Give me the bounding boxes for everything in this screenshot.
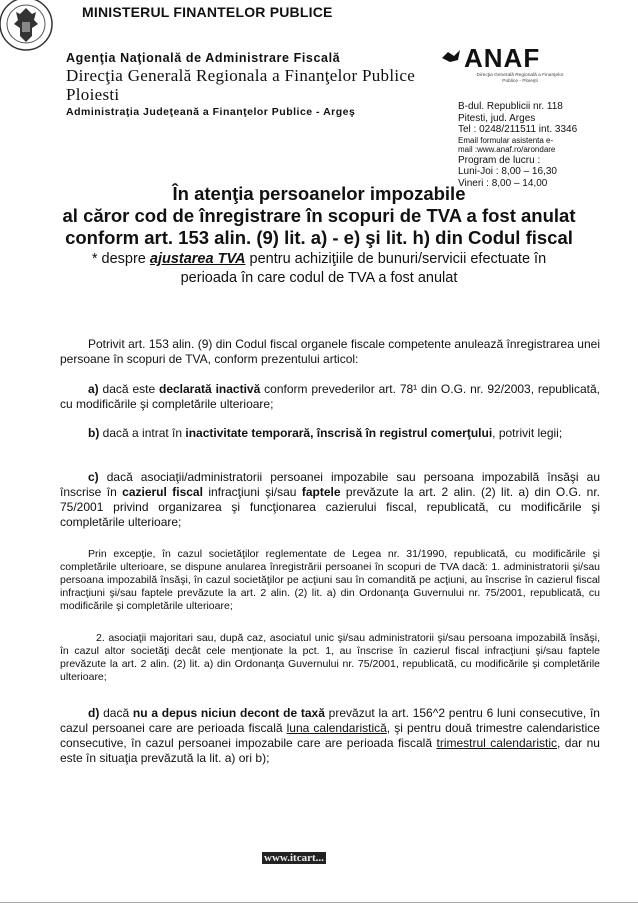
agency-name: Agenţia Naţională de Administrare Fiscală xyxy=(66,51,341,65)
clause-c-mid: infracţiuni şi/sau xyxy=(202,485,302,499)
subtitle-emphasis: ajustarea TVA xyxy=(149,251,246,267)
directorate-name: Direcţia Generală Regionala a Finanţelor Publice Ploiesti xyxy=(66,66,416,104)
subtitle-pre: * despre xyxy=(91,251,150,267)
clause-d-post: , dar nu este în situaţia prevăzută la lit. a) ori b); xyxy=(60,736,600,765)
clause-b-label: b) xyxy=(88,426,100,440)
clause-b xyxy=(60,426,600,441)
address-phone: Tel : 0248/211511 int. 3346 xyxy=(458,124,578,135)
clause-d-label: d) xyxy=(88,706,100,720)
subtitle-line-2: perioada în care codul de TVA a fost anulat xyxy=(180,270,458,286)
exception-2: 2. asociaţii majoritari sau, după caz, asociatul unic şi/sau administratorii şi/sau persoana impozabilă însăşi, în cazul altor societăţi decât cele menţionate la pct. 1, au înscrise în cazierul fiscal infracţiuni şi/sau faptele prevăzute la art. 2 alin. (2) lit. a) din Ordonanţa Guvernului nr. 75/2001, republicată, cu modificările şi completările ulterioare; xyxy=(60,632,600,683)
clause-a-post: conform prevederilor art. 78¹ din O.G. nr. 92/2003, republicată, cu modificările şi completările ulterioare; xyxy=(60,382,600,411)
clause-d-bold: nu a depus niciun decont de taxă xyxy=(132,706,325,720)
schedule-fri: Vineri : 8,00 – 14,00 xyxy=(458,177,548,189)
clause-c-label: c) xyxy=(88,470,99,484)
clause-d xyxy=(60,706,600,766)
clause-c-bold-2: faptele xyxy=(301,485,341,499)
anaf-bird-icon xyxy=(442,50,460,62)
clause-d-underline-2: trimestrul calendaristic xyxy=(436,736,557,750)
address-street: B-dul. Republicii nr. 118 xyxy=(458,101,563,112)
clause-c xyxy=(60,470,600,530)
page-divider xyxy=(0,902,638,903)
contact-address xyxy=(458,101,608,189)
schedule-mon-thu: Luni-Joi : 8,00 – 16,30 xyxy=(458,166,557,177)
coat-of-arms-icon xyxy=(2,0,56,56)
administration-name: Administraţia Judeţeană a Finanţelor Publice - Argeş xyxy=(66,106,356,118)
clause-c-post: prevăzute la art. 2 alin. (2) lit. a) din O.G. nr. 75/2001 privind organizarea şi funcţionarea cazierului fiscal, republicată, cu modificările şi completările ulterioare; xyxy=(60,485,600,529)
title-line-3: conform art. 153 alin. (9) lit. a) - e) şi lit. h) din Codul fiscal xyxy=(65,227,573,248)
schedule-label: Program de lucru : xyxy=(458,154,541,166)
clause-a-bold: declarată inactivă xyxy=(159,382,261,396)
address-city: Pitesti, jud. Arges xyxy=(458,112,536,124)
watermark: www.itcart... xyxy=(264,852,324,864)
address-email-link[interactable]: mail :www.anaf.ro/arondare xyxy=(458,145,556,154)
ministry-name: MINISTERUL FINANTELOR PUBLICE xyxy=(82,4,333,20)
title-line-1: În atenţia persoanelor impozabile xyxy=(172,183,466,204)
subtitle-post: pentru achiziţiile de bunuri/servicii efectuate în xyxy=(245,251,547,267)
logo-text: ANAF xyxy=(464,43,541,73)
clause-a-pre: dacă este xyxy=(98,382,159,396)
clause-d-mid-2: , şi pentru două trimestre calendaristice consecutive, în cazul persoanei impozabile care are perioada fiscală xyxy=(60,721,600,750)
clause-d-pre: dacă xyxy=(99,706,133,720)
address-email-label: Email formular asistenta e- xyxy=(458,135,554,145)
intro-paragraph: Potrivit art. 153 alin. (9) din Codul fiscal organele fiscale competente anulează înregistrarea unei persoane în scopuri de TVA, conform prezentului articol: xyxy=(60,337,600,366)
clause-b-post: , potrivit legii; xyxy=(492,426,563,440)
subtitle-line-1 xyxy=(0,251,638,267)
clause-b-pre: dacă a intrat în xyxy=(99,426,186,440)
clause-b-bold: inactivitate temporară, înscrisă în registrul comerţului xyxy=(185,426,493,440)
logo-subtitle: Direcţia Generală Regională a Finanţelor Publice - Ploieşti xyxy=(476,73,564,84)
clause-d-mid-1: prevăzut la art. 156^2 pentru 6 luni consecutive, în cazul persoanei care are perioada fiscală xyxy=(60,706,600,735)
clause-a xyxy=(60,382,600,412)
clause-a-label: a) xyxy=(88,382,99,396)
clause-c-bold-1: cazierul fiscal xyxy=(122,485,203,499)
clause-d-underline-1: luna calendaristică xyxy=(286,721,387,735)
exception-1: Prin excepţie, în cazul societăţilor reglementate de Legea nr. 31/1990, republicată, cu modificările şi completările ulterioare, se dispune anularea înregistrării persoanei în scopuri de TVA dacă: 1. administratorii şi/sau persoana impozabilă însăşi, în cazul societăţilor pe acţiuni sau în comandită pe acţiuni, au înscrise în cazierul fiscal infracţiuni şi/sau faptele prevăzute la art. 2 alin. (2) lit. a) din Ordonanţa Guvernului nr. 75/2001, republicată, cu modificările şi completările ulterioare; xyxy=(60,548,600,612)
anaf-logo xyxy=(438,43,578,73)
clause-c-pre: dacă asociaţii/administratorii persoanei impozabile sau persoana impozabilă însăşi au înscrise în xyxy=(60,470,600,499)
title-line-2: al căror cod de înregistrare în scopuri de TVA a fost anulat xyxy=(62,205,576,226)
